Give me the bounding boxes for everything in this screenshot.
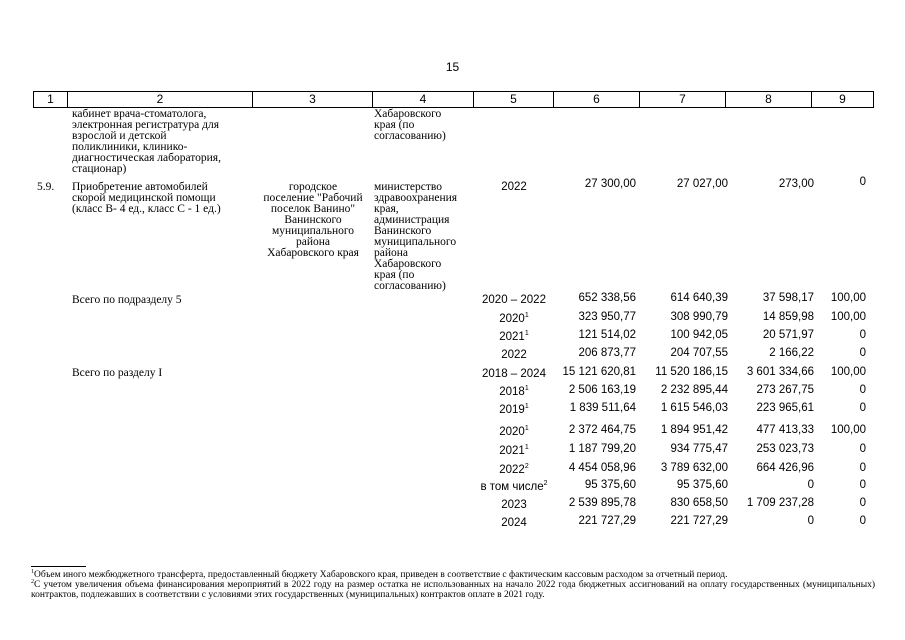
section-row-year-mark: 2 — [524, 463, 529, 470]
section-row-total: 2 506 163,19 — [568, 384, 636, 396]
section-row-total: 15 121 620,81 — [562, 366, 636, 378]
page-number: 15 — [445, 60, 460, 74]
subsection-row-year-mark: 1 — [524, 312, 529, 319]
subsection-row-regional: 14 859,98 — [762, 311, 814, 323]
section-total-label: Всего по разделу I — [72, 367, 163, 379]
subsection-row-year-mark: 1 — [524, 330, 529, 337]
section-row-regional: 477 413,33 — [756, 424, 814, 436]
subsection-row-regional: 20 571,97 — [762, 329, 814, 341]
section-row-year-text: 2024 — [501, 517, 527, 529]
section-row-year-mark: 1 — [524, 403, 529, 410]
section-row-federal: 934 775,47 — [670, 443, 728, 455]
footnote-1-mark: 1 — [31, 569, 34, 575]
section-row-total: 2 372 464,75 — [568, 424, 636, 436]
section-row-year — [474, 464, 554, 477]
row-5-9-regional: 273,00 — [778, 178, 814, 190]
subsection-row-regional: 37 598,17 — [762, 292, 814, 304]
footnote-2-text: С учетом увеличения объема финансирования мероприятий в 2022 году на размер остатка не использованных на начало 2022 года бюджетных ассигнований на оплату государственных (муниципальных) контрактов, подлежавших в соответствии с условиями этих государственных (муниципальных) контрактов оплате в 2021 году. — [31, 580, 875, 600]
carry-row-executor: Хабаровского края (по согласованию) — [374, 108, 446, 142]
subsection-row-federal: 614 640,39 — [670, 292, 728, 304]
section-row-other: 0 — [859, 402, 866, 414]
section-row-year-mark: 1 — [524, 425, 529, 432]
section-row-regional: 1 709 237,28 — [746, 497, 814, 509]
section-row-total: 4 454 058,96 — [568, 462, 636, 474]
subsection-row-federal: 204 707,55 — [670, 347, 728, 359]
section-row-regional: 0 — [807, 515, 814, 527]
section-row-federal: 3 789 632,00 — [660, 462, 728, 474]
row-5-9-year: 2022 — [501, 181, 527, 193]
section-row-other: 0 — [859, 462, 866, 474]
header-col-2: 2 — [68, 92, 253, 107]
header-col-8: 8 — [726, 92, 812, 107]
row-5-9-total: 27 300,00 — [584, 178, 636, 190]
subsection-row-year-text: 2020 — [499, 313, 525, 325]
subsection-row-year-text: 2020 – 2022 — [482, 294, 546, 306]
section-row-other: 0 — [859, 515, 866, 527]
section-row-year — [474, 386, 554, 399]
subsection-row-year-text: 2022 — [501, 349, 527, 361]
subsection-row-regional: 2 166,22 — [769, 347, 814, 359]
section-row-total: 1 839 511,64 — [569, 402, 636, 414]
section-row-federal: 2 232 895,44 — [660, 384, 728, 396]
section-row-regional: 3 601 334,66 — [746, 366, 814, 378]
section-row-regional: 664 426,96 — [756, 462, 814, 474]
header-col-9: 9 — [839, 92, 846, 106]
subsection-row-other: 0 — [859, 347, 866, 359]
section-row-year-text: 2018 – 2024 — [482, 368, 546, 380]
section-row-federal: 830 658,50 — [670, 497, 728, 509]
footnote-2 — [31, 580, 875, 600]
section-row-year-mark: 1 — [524, 385, 529, 392]
header-col-4: 4 — [373, 92, 474, 107]
section-row-federal: 1 615 546,03 — [660, 402, 728, 414]
section-row-year-text: 2019 — [499, 404, 525, 416]
section-row-year — [474, 499, 554, 512]
section-row-other: 100,00 — [830, 366, 866, 378]
section-row-other: 100,00 — [830, 424, 866, 436]
subsection-row-total: 652 338,56 — [578, 292, 636, 304]
subsection-row-federal: 308 990,79 — [670, 311, 728, 323]
footnote-divider — [31, 566, 86, 567]
section-row-year-text: 2018 — [499, 386, 525, 398]
subsection-row-total: 206 873,77 — [578, 347, 636, 359]
row-5-9-other: 0 — [859, 176, 866, 188]
header-col-1: 1 — [34, 92, 68, 107]
section-row-other: 0 — [859, 497, 866, 509]
subsection-total-label: Всего по подразделу 5 — [72, 294, 182, 306]
carry-row-name: кабинет врача-стоматолога, электронная регистратура для взрослой и детской поликлиники, клинико- диагностическая лаборатория, стационар) — [72, 108, 221, 175]
section-row-year-text: 2022 — [499, 464, 525, 476]
section-row-federal: 221 727,29 — [670, 515, 728, 527]
header-col-5: 5 — [474, 92, 554, 107]
section-row-regional: 273 267,75 — [756, 384, 814, 396]
subsection-row-year — [474, 331, 554, 344]
section-row-year — [474, 445, 554, 458]
subsection-row-other: 100,00 — [830, 311, 866, 323]
subsection-row-federal: 100 942,05 — [670, 329, 728, 341]
section-row-year-text: 2021 — [499, 445, 525, 457]
subsection-row-total: 323 950,77 — [578, 311, 636, 323]
footnote-1-text: Объем иного межбюджетного трансферта, предоставленный бюджету Хабаровского края, приведен в соответствие с фактическим кассовым расходом за отчетный период. — [34, 570, 728, 580]
footnote-2-mark: 2 — [31, 579, 34, 585]
section-row-year — [474, 404, 554, 417]
section-row-federal: 1 894 951,42 — [660, 424, 728, 436]
section-row-year-text: в том числе — [480, 481, 544, 493]
section-row-year — [474, 426, 554, 439]
subsection-row-other: 0 — [859, 329, 866, 341]
section-row-total: 1 187 799,20 — [568, 443, 636, 455]
section-row-other: 0 — [859, 384, 866, 396]
section-row-year — [474, 368, 554, 381]
section-row-year — [474, 481, 554, 494]
row-5-9-name: Приобретение автомобилей скорой медицинской помощи (класс В- 4 ед., класс С - 1 ед.) — [72, 181, 221, 215]
footnote-1 — [31, 570, 875, 580]
section-row-other: 0 — [859, 479, 866, 491]
section-row-year-text: 2020 — [499, 426, 525, 438]
subsection-row-year — [474, 349, 554, 362]
section-row-total: 221 727,29 — [578, 515, 636, 527]
subsection-row-other: 100,00 — [830, 292, 866, 304]
row-5-9-executor: министерство здравоохранения края, администрация Ванинского муниципального района Хабаровского края (по согласованию) — [374, 181, 458, 292]
subsection-row-total: 121 514,02 — [578, 329, 636, 341]
section-row-year-mark: 2 — [543, 480, 548, 487]
section-row-year — [474, 517, 554, 530]
header-col-7: 7 — [640, 92, 726, 107]
section-row-total: 2 539 895,78 — [568, 497, 636, 509]
row-5-9-number: 5.9. — [37, 181, 55, 193]
subsection-row-year-text: 2021 — [499, 331, 525, 343]
section-row-regional: 0 — [807, 479, 814, 491]
subsection-row-year — [474, 294, 554, 307]
row-5-9-federal: 27 027,00 — [676, 178, 728, 190]
subsection-row-year — [474, 313, 554, 326]
section-row-other: 0 — [859, 443, 866, 455]
section-row-federal: 95 375,60 — [676, 479, 728, 491]
row-5-9-location: городское поселение "Рабочий поселок Ванино" Ванинского муниципального района Хабаровского края — [263, 181, 363, 259]
section-row-year-text: 2023 — [501, 499, 527, 511]
header-col-3: 3 — [253, 92, 373, 107]
section-row-federal: 11 520 186,15 — [655, 366, 728, 378]
section-row-regional: 253 023,73 — [756, 443, 814, 455]
section-row-total: 95 375,60 — [584, 479, 636, 491]
header-col-6: 6 — [554, 92, 640, 107]
section-row-year-mark: 1 — [524, 444, 529, 451]
table-header-row — [33, 91, 874, 108]
section-row-regional: 223 965,61 — [756, 402, 814, 414]
